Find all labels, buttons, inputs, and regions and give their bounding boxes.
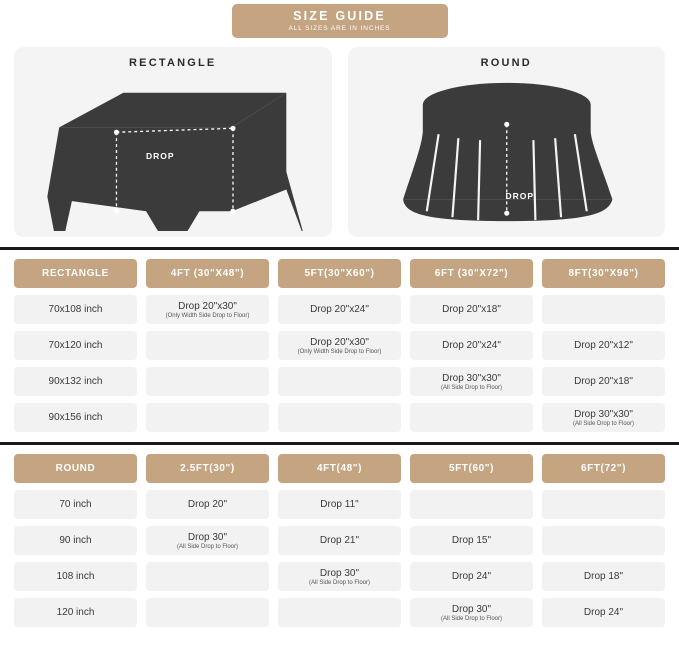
cell-main: Drop 18" bbox=[583, 571, 624, 582]
cell-main: Drop 30" bbox=[319, 567, 360, 579]
table-cell bbox=[146, 526, 269, 555]
table-cell bbox=[278, 490, 401, 519]
table-cell bbox=[14, 367, 137, 396]
page-title: SIZE GUIDE bbox=[293, 9, 386, 23]
table-cell bbox=[146, 331, 269, 360]
cell-main: Drop 11" bbox=[320, 499, 359, 510]
cell-main: 70x108 inch bbox=[48, 304, 103, 315]
table-cell bbox=[146, 403, 269, 432]
table-cell bbox=[278, 367, 401, 396]
rect-header-0: RECTANGLE bbox=[14, 259, 137, 288]
round-header-2: 4FT(48") bbox=[278, 454, 401, 483]
rect-header-1: 4FT (30"X48") bbox=[146, 259, 269, 288]
cell-main: Drop 15" bbox=[451, 535, 492, 546]
table-cell bbox=[278, 331, 401, 360]
cell-main: Drop 30"x30" bbox=[442, 372, 501, 384]
rectangle-drop-label: DROP bbox=[146, 151, 175, 161]
cell-main: 70 inch bbox=[59, 499, 92, 510]
table-cell bbox=[410, 403, 533, 432]
cell-note: (All Side Drop to Floor) bbox=[440, 615, 503, 622]
round-header-1: 2.5FT(30") bbox=[146, 454, 269, 483]
table-cell bbox=[14, 490, 137, 519]
table-cell bbox=[146, 598, 269, 627]
cell-note: (All Side Drop to Floor) bbox=[308, 579, 371, 586]
table-cell bbox=[14, 598, 137, 627]
table-cell bbox=[410, 562, 533, 591]
round-panel-title: ROUND bbox=[480, 57, 532, 69]
table-cell bbox=[410, 598, 533, 627]
table-cell bbox=[278, 295, 401, 324]
cell-main: 90x132 inch bbox=[48, 376, 103, 387]
table-cell bbox=[542, 598, 665, 627]
illustration-panels bbox=[0, 38, 679, 237]
table-cell bbox=[542, 331, 665, 360]
cell-note: (Only Width Side Drop to Floor) bbox=[297, 348, 382, 355]
cell-main: Drop 24" bbox=[451, 571, 492, 582]
cell-main: Drop 20"x30" bbox=[178, 300, 237, 312]
rect-col-6ft bbox=[410, 259, 533, 432]
table-cell bbox=[278, 562, 401, 591]
cell-main: Drop 20"x18" bbox=[442, 304, 501, 315]
round-panel bbox=[348, 47, 666, 237]
cell-main: Drop 30" bbox=[187, 531, 228, 543]
table-cell bbox=[410, 295, 533, 324]
table-cell bbox=[146, 562, 269, 591]
table-cell bbox=[14, 526, 137, 555]
cell-main: Drop 20" bbox=[187, 499, 228, 510]
round-col-5ft bbox=[410, 454, 533, 627]
table-cell bbox=[542, 490, 665, 519]
rectangle-panel-title: RECTANGLE bbox=[129, 57, 217, 69]
round-header-0: ROUND bbox=[14, 454, 137, 483]
cell-main: 108 inch bbox=[56, 571, 95, 582]
table-cell bbox=[410, 367, 533, 396]
cell-main: 90x156 inch bbox=[48, 412, 103, 423]
rect-col-5ft bbox=[278, 259, 401, 432]
rect-col-4ft bbox=[146, 259, 269, 432]
size-guide-badge bbox=[232, 4, 448, 38]
table-cell bbox=[146, 295, 269, 324]
round-drop-label: DROP bbox=[505, 191, 535, 201]
table-cell bbox=[14, 331, 137, 360]
table-cell bbox=[278, 403, 401, 432]
round-header-3: 5FT(60") bbox=[410, 454, 533, 483]
cell-main: Drop 20"x18" bbox=[574, 376, 633, 387]
round-table-illustration bbox=[348, 73, 666, 231]
rect-header-4: 8FT(30"X96") bbox=[542, 259, 665, 288]
cell-main: Drop 20"x24" bbox=[310, 304, 369, 315]
cell-note: (All Side Drop to Floor) bbox=[440, 384, 503, 391]
table-cell bbox=[542, 295, 665, 324]
table-cell bbox=[410, 331, 533, 360]
cell-main: Drop 30"x30" bbox=[574, 408, 633, 420]
cell-main: Drop 20"x24" bbox=[442, 340, 501, 351]
table-cell bbox=[14, 562, 137, 591]
divider-top bbox=[0, 247, 679, 250]
round-header-4: 6FT(72") bbox=[542, 454, 665, 483]
header bbox=[0, 0, 679, 38]
round-col-sizes bbox=[14, 454, 137, 627]
table-cell bbox=[410, 490, 533, 519]
cell-main: Drop 20"x12" bbox=[574, 340, 633, 351]
rect-header-2: 5FT(30"X60") bbox=[278, 259, 401, 288]
rect-col-8ft bbox=[542, 259, 665, 432]
rect-header-3: 6FT (30"X72") bbox=[410, 259, 533, 288]
table-cell bbox=[542, 526, 665, 555]
round-col-4ft bbox=[278, 454, 401, 627]
table-cell bbox=[14, 295, 137, 324]
rectangle-panel bbox=[14, 47, 332, 237]
rect-col-sizes bbox=[14, 259, 137, 432]
rectangle-size-table bbox=[0, 259, 679, 432]
table-cell bbox=[542, 562, 665, 591]
table-cell bbox=[542, 367, 665, 396]
rectangle-table-illustration bbox=[14, 73, 332, 231]
table-cell bbox=[146, 490, 269, 519]
cell-main: 90 inch bbox=[59, 535, 92, 546]
cell-main: Drop 24" bbox=[583, 607, 624, 618]
table-cell bbox=[410, 526, 533, 555]
divider-middle bbox=[0, 442, 679, 445]
round-col-2-5ft bbox=[146, 454, 269, 627]
page-subtitle: ALL SIZES ARE IN INCHES bbox=[288, 25, 391, 32]
table-cell bbox=[146, 367, 269, 396]
cell-main: 120 inch bbox=[56, 607, 95, 618]
table-cell bbox=[542, 403, 665, 432]
table-cell bbox=[278, 526, 401, 555]
round-col-6ft bbox=[542, 454, 665, 627]
table-cell bbox=[14, 403, 137, 432]
cell-note: (Only Width Side Drop to Floor) bbox=[165, 312, 250, 319]
cell-main: Drop 30" bbox=[451, 603, 492, 615]
cell-main: Drop 20"x30" bbox=[310, 336, 369, 348]
cell-main: Drop 21" bbox=[319, 535, 360, 546]
round-size-table bbox=[0, 454, 679, 627]
cell-note: (All Side Drop to Floor) bbox=[572, 420, 635, 427]
table-cell bbox=[278, 598, 401, 627]
cell-note: (All Side Drop to Floor) bbox=[176, 543, 239, 550]
cell-main: 70x120 inch bbox=[48, 340, 103, 351]
